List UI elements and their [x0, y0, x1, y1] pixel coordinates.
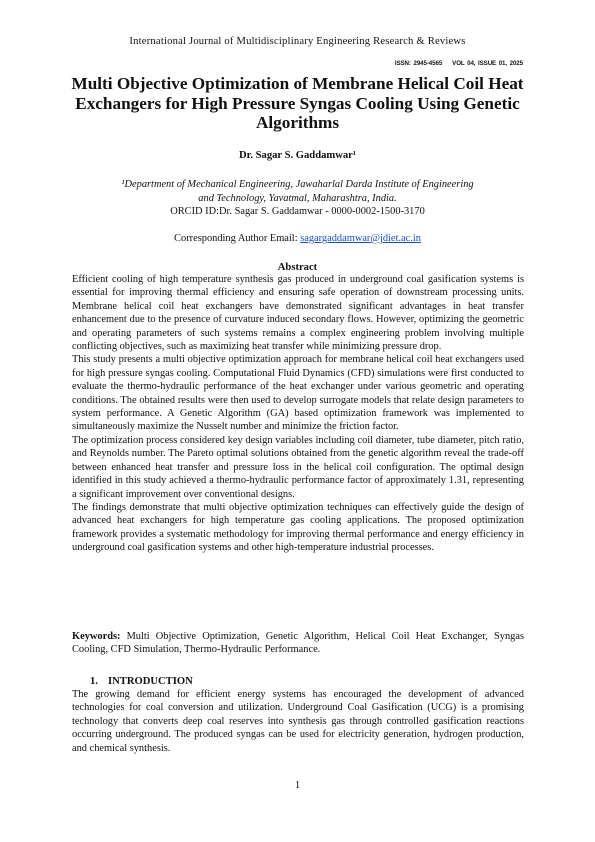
author-name: Dr. Sagar S. Gaddamwar¹: [238, 150, 357, 161]
author-affiliation: ¹Department of Mechanical Engineering, Jawaharlal Darda Institute of Engineering and Technology, Yavatmal, Maharashtra, India.: [121, 179, 474, 204]
corresponding-author-line: [0, 233, 595, 244]
introduction-paragraph: The growing demand for efficient energy systems has encouraged the development of advanced technologies for coal conversion and utilization. Underground Coal Gasification (UCG) is a promising technology that converts deep coal reserves into synthesis gas through controlled gasification reactions occurring underground. The produced syngas can be used for electricity generation, hydrogen production, and chemical synthesis.: [72, 689, 524, 754]
corresponding-email-link[interactable]: sagargaddamwar@jdiet.ac.in: [300, 233, 421, 244]
paper-title: Multi Objective Optimization of Membrane Helical Coil Heat Exchangers for High Pressure Syngas Cooling Using Genetic Algorithms: [71, 74, 524, 132]
keywords-section: [72, 630, 524, 657]
abstract-body: [72, 273, 524, 555]
journal-header: International Journal of Multidisciplinary Engineering Research & Reviews: [129, 36, 466, 47]
issn-text: ISSN: 2945-4565: [394, 60, 443, 67]
section-title: INTRODUCTION: [108, 676, 193, 687]
keywords-label: Keywords:: [72, 631, 121, 642]
abstract-paragraph: This study presents a multi objective optimization approach for membrane helical coil heat exchangers used for high pressure syngas cooling. Computational Fluid Dynamics (CFD) simulations were first conducted to evaluate the thermo-hydraulic performance of the heat exchanger under various geometric and operating conditions. The obtained results were then used to develop surrogate models that relate design parameters to system performance. A Genetic Algorithm (GA) based optimization framework was implemented to simultaneously maximize the Nusselt number and minimize the friction factor.: [72, 354, 524, 433]
abstract-paragraph: Efficient cooling of high temperature synthesis gas produced in underground coal gasification systems is essential for improving thermal efficiency and ensuring safe operation of downstream processing units. Membrane helical coil heat exchangers have demonstrated significant advantages in heat transfer enhancement due to the presence of curvature induced secondary flows. However, optimizing the geometric and operating parameters of such systems remains a complex engineering problem involving multiple conflicting objectives, such as maximizing heat transfer while minimizing pressure drop.: [72, 274, 524, 353]
abstract-paragraph: The findings demonstrate that multi objective optimization techniques can effectively guide the design of advanced heat exchangers for high temperature gas cooling applications. The proposed optimization framework provides a systematic methodology for improving thermal performance and energy efficiency in underground coal gasification systems and other high-temperature industrial processes.: [72, 501, 524, 554]
orcid-line: ORCID ID:Dr. Sagar S. Gaddamwar - 0000-0002-1500-3170: [170, 206, 425, 217]
issn-volume-line: [395, 60, 523, 67]
introduction-body: [72, 688, 524, 755]
abstract-heading: Abstract: [277, 262, 318, 273]
section-number: 1.: [90, 676, 98, 687]
corresponding-label: Corresponding Author Email:: [174, 233, 301, 244]
page-number: 1: [294, 780, 301, 791]
introduction-heading: [90, 676, 193, 687]
keywords-text: Multi Objective Optimization, Genetic Algorithm, Helical Coil Heat Exchanger, Syngas Cooling, CFD Simulation, Thermo-Hydraulic Performance.: [72, 631, 524, 656]
abstract-paragraph: The optimization process considered key design variables including coil diameter, tube diameter, pitch ratio, and Reynolds number. The Pareto optimal solutions obtained from the genetic algorithm reveal the trade-off between enhanced heat transfer and pressure loss in the helical coil configuration. The optimal design identified in this study achieved a thermo-hydraulic performance factor of approximately 1.31, representing a significant improvement over conventional designs.: [72, 434, 524, 500]
volume-issue-text: VOL 04, ISSUE 01, 2025: [452, 60, 523, 67]
